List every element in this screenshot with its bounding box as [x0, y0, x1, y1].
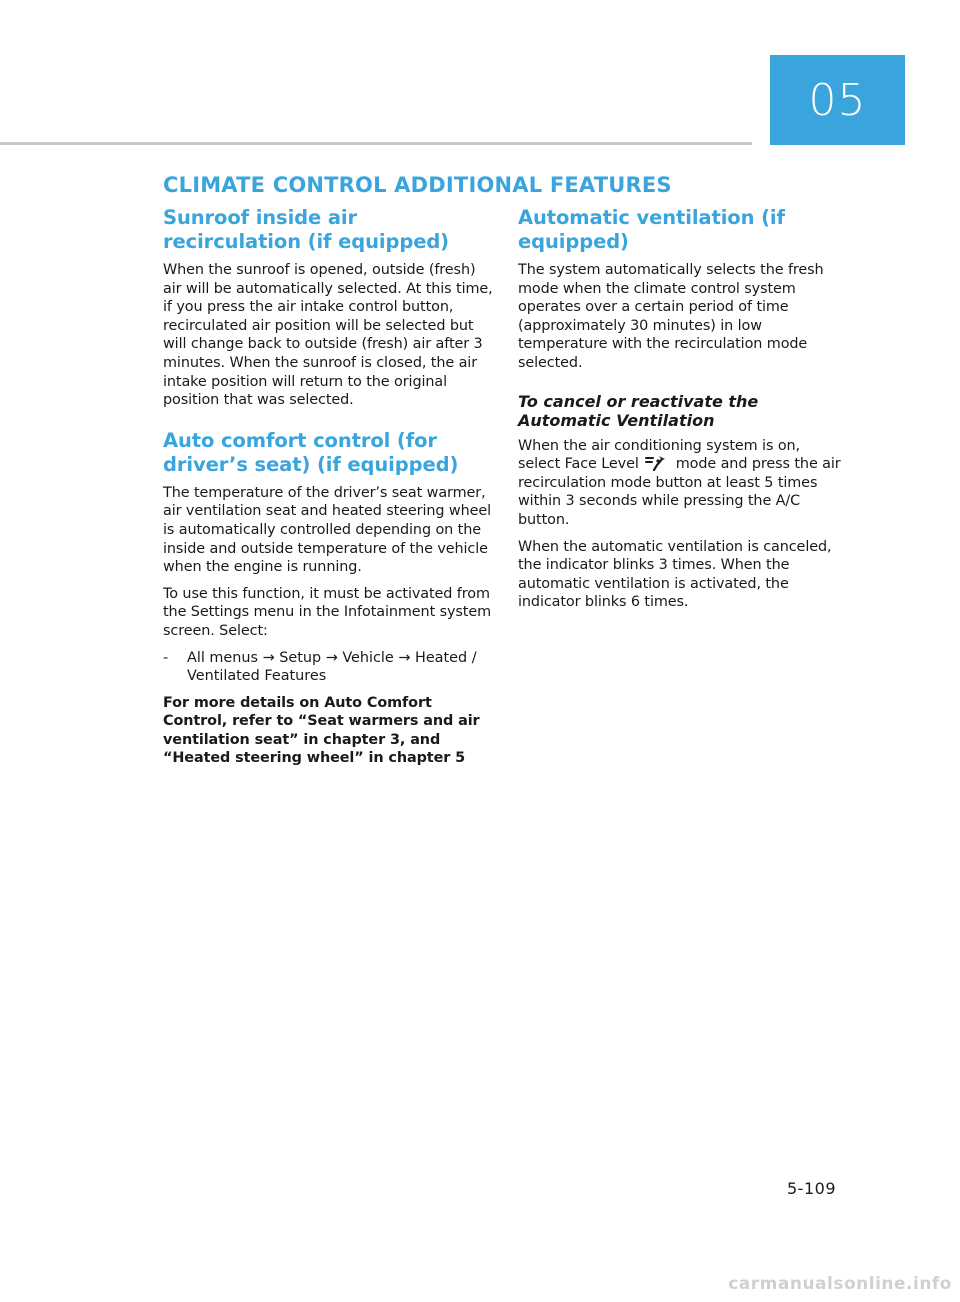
cancel-heading: To cancel or reactivate the Automatic Ventilation — [518, 391, 759, 430]
header-rule — [0, 142, 752, 145]
sunroof-heading: Sunroof inside air recirculation (if equipped) — [163, 206, 449, 253]
face-level-vent-icon — [645, 455, 669, 471]
cancel-p1-after: mode and press the air recirculation mode button at least 5 times within 3 seconds while pressing the A/C button. — [518, 456, 841, 528]
auto-ventilation-heading: Automatic ventilation (if equipped) — [518, 206, 785, 253]
menu-path-text: All menus → Setup → Vehicle → Heated / Ventilated Features — [187, 649, 477, 685]
cancel-p1-before: When the air conditioning system is on, select Face Level — [518, 437, 801, 473]
auto-comfort-section — [163, 429, 493, 768]
auto-comfort-heading: Auto comfort control (for driver’s seat) (if equipped) — [163, 428, 459, 476]
section-title: CLIMATE CONTROL ADDITIONAL FEATURES — [163, 173, 672, 197]
left-column — [163, 206, 493, 787]
auto-ventilation-body: The system automatically selects the fresh mode when the climate control system operates over a certain period of time (approximately 30 minutes) in low temperature with the recirculation mode selected. — [518, 262, 824, 371]
watermark: carmanualsonline.info — [728, 1274, 952, 1294]
sunroof-body: When the sunroof is opened, outside (fresh) air will be automatically selected. At this time, if you press the air intake control button, recirculated air position will be selected but will change back to outside (fresh) air after 3 minutes. When the sunroof is closed, the air intake position will return to the original position that was selected. — [163, 262, 493, 409]
page-number: 5-109 — [787, 1179, 836, 1198]
cancel-paragraph-1 — [518, 437, 843, 530]
auto-comfort-paragraph-2: To use this function, it must be activated from the Settings menu in the Infotainment system screen. Select: — [163, 585, 492, 639]
right-column — [518, 206, 843, 631]
auto-comfort-paragraph-1: The temperature of the driver’s seat warmer, air ventilation seat and heated steering wheel is automatically controlled depending on the inside and outside temperature of the vehicle when the engine is running. — [163, 484, 492, 576]
cancel-paragraph-2: When the automatic ventilation is canceled, the indicator blinks 3 times. When the automatic ventilation is activated, the indicator blinks 6 times. — [518, 538, 832, 611]
bullet-dash: - — [163, 649, 169, 666]
cancel-section — [518, 392, 843, 612]
chapter-tab: 05 — [770, 55, 905, 145]
menu-path-bullet — [163, 649, 493, 686]
sunroof-section — [163, 206, 493, 410]
auto-ventilation-section — [518, 206, 843, 373]
auto-comfort-note: For more details on Auto Comfort Control, refer to “Seat warmers and air ventilation seat” in chapter 3, and “Heated steering wheel” in chapter 5 — [163, 694, 480, 767]
